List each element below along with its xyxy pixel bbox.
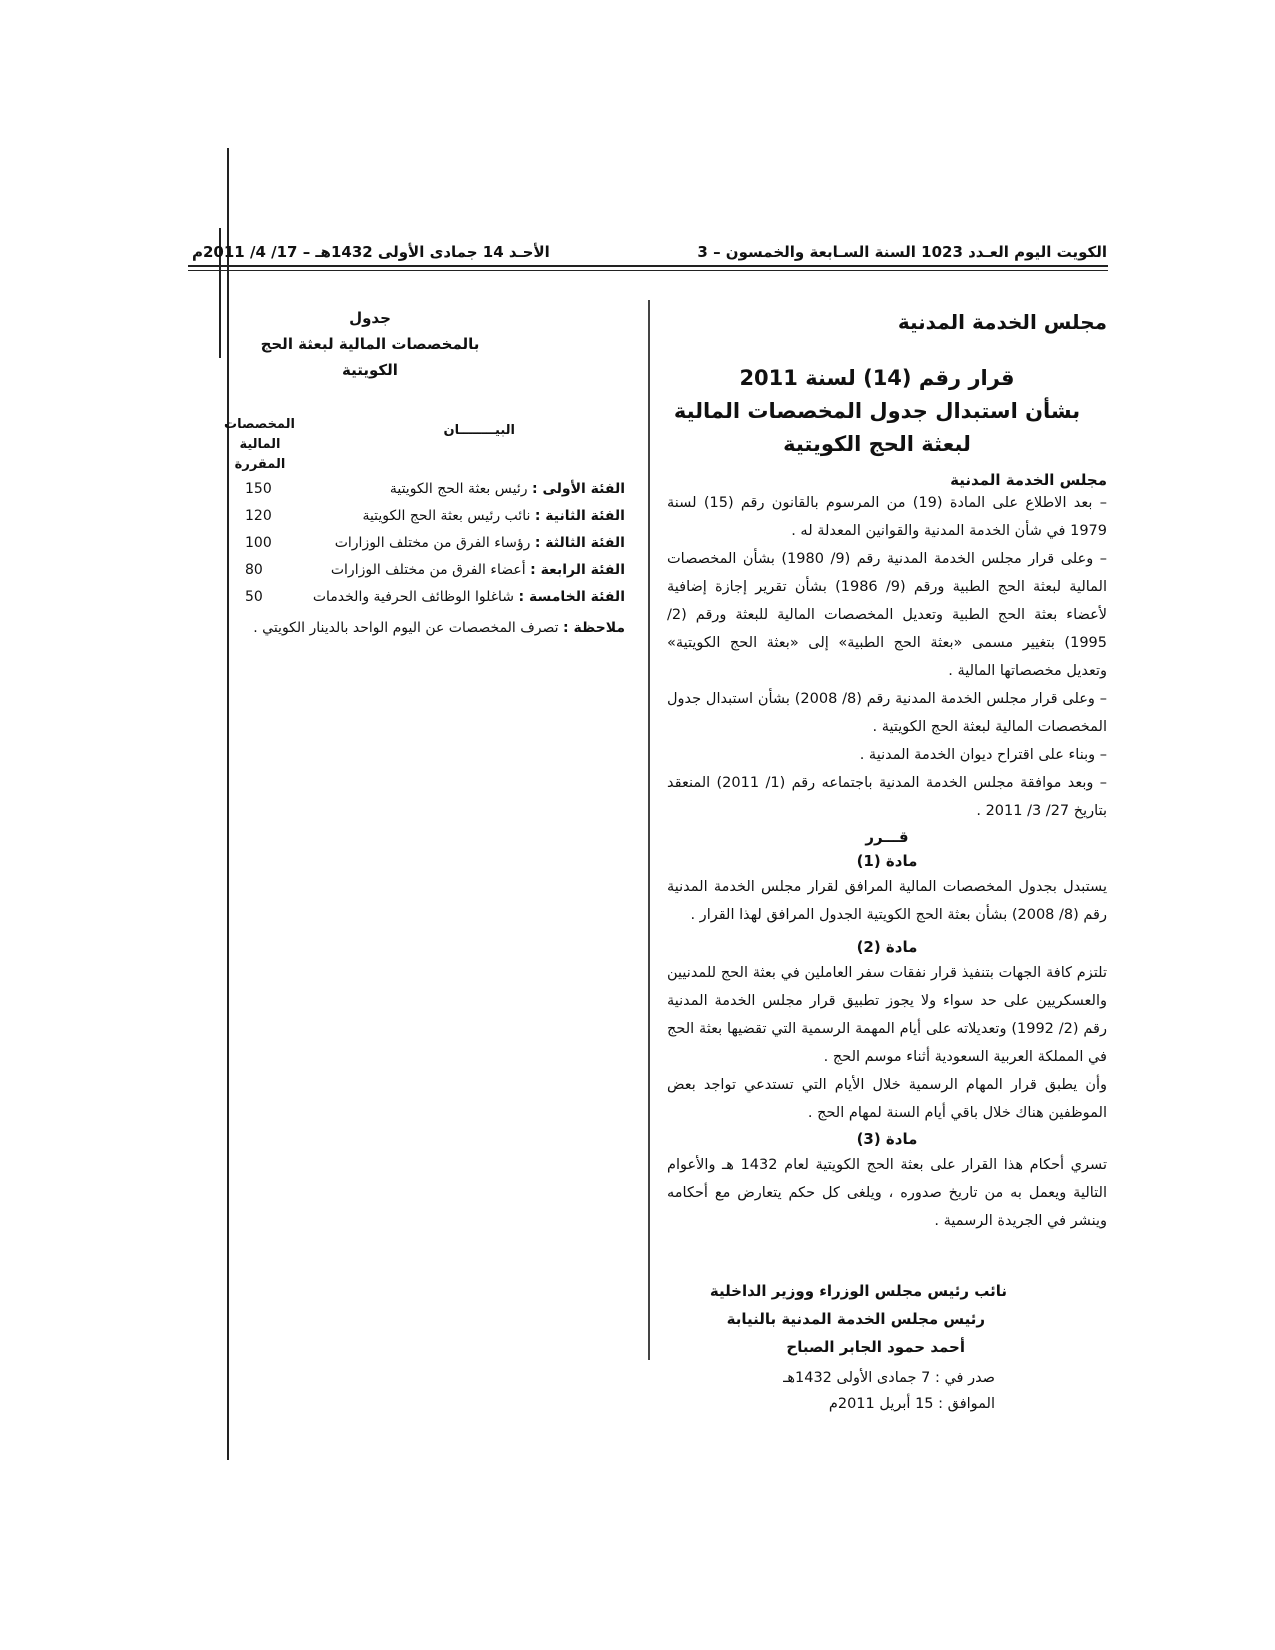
article-paragraph: تلتزم كافة الجهات بتنفيذ قرار نفقات سفر العاملين في بعثة الحج للمدنيين والعسكريين على حد سواء ولا يجوز تطبيق قرار مجلس الخدمة المدنية رقم (2/ 1992) وتعديلاته على أيام المهمة الرسمية التي تقضيها بعثة الحج في المملكة العربية السعودية أثناء موسم الحج . [667,965,1107,1065]
council-name: مجلس الخدمة المدنية [897,310,1107,334]
header-date: الأحـد 14 جمادى الأولى 1432هـ – 17/ 4/ 2011م [192,243,550,261]
article-paragraph: تسري أحكام هذا القرار على بعثة الحج الكويتية لعام 1432 هـ والأعوام التالية ويعمل به من تاريخ صدوره ، ويلغى كل حكم يتعارض مع أحكامه وينشر في الجريدة الرسمية . [667,1157,1108,1229]
table-row [235,535,625,562]
row-category: الفئة الثالثة : [534,535,625,551]
row-amount: 50 [245,589,263,605]
row-category: الفئة الثانية : [534,508,625,524]
row-amount: 100 [245,535,272,551]
row-category: الفئة الخامسة : [518,589,625,605]
signatory-title: رئيس مجلس الخدمة المدنية بالنيابة [726,1310,985,1328]
issue-date-hijri: صدر في : 7 جمادى الأولى 1432هـ [783,1370,995,1386]
preamble-clause: – وعلى قرار مجلس الخدمة المدنية رقم (9/ 1980) بشأن المخصصات المالية لبعثة الحج الطبية ورقم (9/ 1986) بشأن تقرير إجازة إضافية لأعضاء بعثة الحج الطبية وتعديل المخصصات المالية للبعثة ورقم (2/ 1995) بتغيير مسمى «بعثة الحج الطبية» إلى «بعثة الحج الكويتية» وتعديل مخصصاتها المالية . [667,551,1108,679]
table-row [235,508,625,535]
decision-title-line: لبعثة الحج الكويتية [783,432,971,456]
column-header-amount: المخصصات المالية المقررة [224,417,295,472]
row-category: الفئة الرابعة : [530,562,625,578]
article-title: مادة (1) [856,852,918,870]
decision-title-line: قرار رقم (14) لسنة 2011 [739,366,1015,390]
decision-title [667,362,1087,461]
issue-date-gregorian: الموافق : 15 أبريل 2011م [828,1396,995,1412]
table-title-line: جدول [349,309,391,327]
row-description: أعضاء الفرق من مختلف الوزارات [330,562,526,578]
table-note [235,620,625,636]
decision-column [667,300,1107,1417]
table-title [235,305,505,383]
preamble-clause: – وبناء على اقتراح ديوان الخدمة المدنية . [859,747,1107,763]
issuer: مجلس الخدمة المدنية [950,471,1107,489]
row-description: رؤساء الفرق من مختلف الوزارات [334,535,531,551]
table-row [235,589,625,616]
preamble-clause: – وعلى قرار مجلس الخدمة المدنية رقم (8/ 2008) بشأن استبدال جدول المخصصات المالية لبعثة الحج الكويتية . [667,691,1107,735]
row-description: نائب رئيس بعثة الحج الكويتية [362,508,531,524]
signatory-name: أحمد حمود الجابر الصباح [786,1338,965,1356]
table-title-line: بالمخصصات المالية لبعثة الحج الكويتية [260,335,480,379]
signatory-title: نائب رئيس مجلس الوزراء ووزير الداخلية [709,1282,1007,1300]
article-paragraph: وأن يطبق قرار المهام الرسمية خلال الأيام التي تستدعي تواجد بعض الموظفين هناك خلال باقي أيام السنة لمهام الحج . [667,1077,1107,1121]
row-amount: 120 [245,508,272,524]
row-amount: 80 [245,562,263,578]
article-paragraph: يستبدل بجدول المخصصات المالية المرافق لقرار مجلس الخدمة المدنية رقم (8/ 2008) بشأن بعثة الحج الكويتية الجدول المرافق لهذا القرار . [667,879,1107,923]
header-rule [188,270,1108,271]
decided-label: قـــرر [865,828,909,846]
table-header [224,417,625,481]
table-row [235,481,625,508]
row-category: الفئة الأولى : [531,481,625,497]
header-rule [188,265,1108,267]
preamble-clause: – بعد الاطلاع على المادة (19) من المرسوم بالقانون رقم (15) لسنة 1979 في شأن الخدمة المدنية والقوانين المعدلة له . [667,495,1107,539]
table-row [235,562,625,589]
column-header-description: البيــــــــان [443,423,515,438]
article-title: مادة (2) [856,938,918,956]
decision-title-line: بشأن استبدال جدول المخصصات المالية [673,399,1081,423]
header-issue-info: الكويت اليوم العـدد 1023 السنة السـابعة والخمسون – 3 [697,243,1107,261]
allowances-table [224,305,625,636]
row-description: شاغلوا الوظائف الحرفية والخدمات [312,589,515,605]
note-text: تصرف المخصصات عن اليوم الواحد بالدينار الكويتي . [253,620,559,636]
note-label: ملاحظة : [563,620,625,636]
preamble-clause: – وبعد موافقة مجلس الخدمة المدنية باجتماعه رقم (1/ 2011) المنعقد بتاريخ 27/ 3/ 2011 . [667,775,1107,819]
signature-block [667,1277,1007,1417]
column-divider [648,300,650,1360]
row-amount: 150 [245,481,272,497]
article-title: مادة (3) [856,1130,918,1148]
scan-line [227,148,229,1460]
row-description: رئيس بعثة الحج الكويتية [389,481,528,497]
